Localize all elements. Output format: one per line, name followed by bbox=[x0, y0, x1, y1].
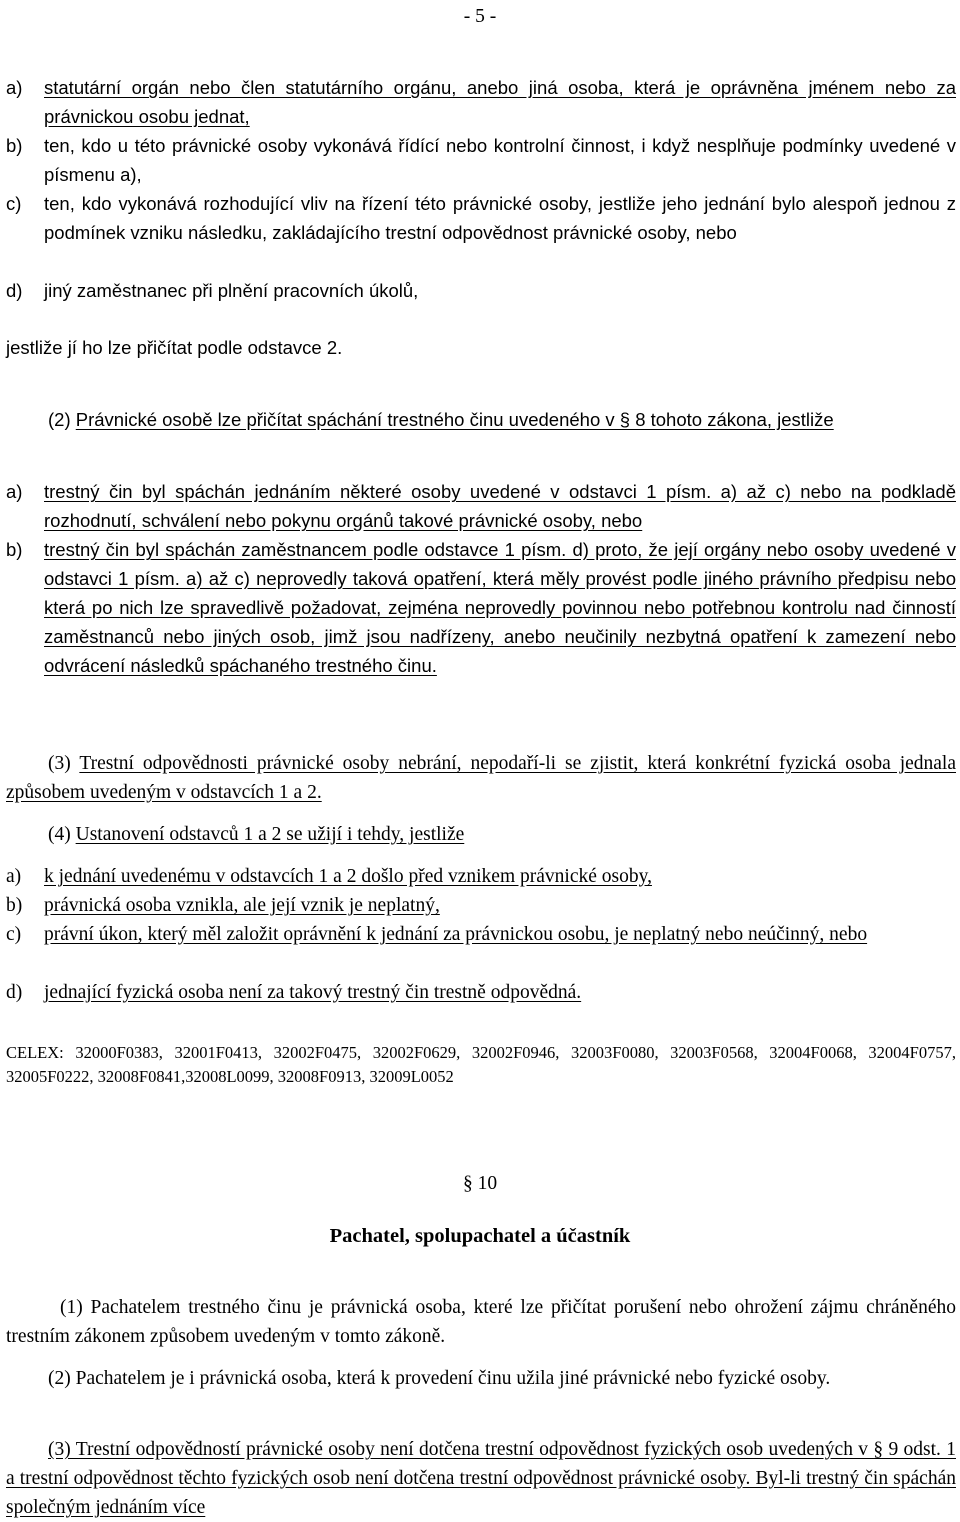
list-item-label: d) bbox=[6, 982, 23, 1003]
list-item-text: ten, kdo u této právnické osoby vykonává řídící nebo kontrolní činnost, i když nesplňuje podmínky uvedené v písmenu a), bbox=[44, 135, 956, 185]
list-item-text: statutární orgán nebo člen statutárního orgánu, anebo jiná osoba, která je oprávněna jménem nebo za právnickou osobu jednat, bbox=[44, 77, 956, 127]
paragraph-prefix: (4) bbox=[48, 824, 76, 845]
paragraph-2 bbox=[6, 405, 956, 434]
paragraph-10-3: (3) Trestní odpovědností právnické osoby není dotčena trestní odpovědnost fyzických osob uvedených v § 9 odst. 1 a trestní odpovědnost těchto fyzických osob není dotčena trestní odpovědnost právnické osoby. Byl-li trestný čin spáchán společným jednáním více bbox=[6, 1439, 956, 1518]
list-item bbox=[6, 535, 956, 680]
list-item bbox=[6, 276, 956, 305]
paragraph-text: Trestní odpovědnosti právnické osoby nebrání, nepodaří-li se zjistit, která konkrétní fyzická osoba jednala způsobem uvedeným v odstavcích 1 a 2. bbox=[6, 753, 956, 803]
section-title: Pachatel, spolupachatel a účastník bbox=[329, 1225, 631, 1247]
paragraph-4 bbox=[6, 820, 956, 849]
list-item-label: c) bbox=[6, 924, 22, 945]
paragraph-text: Právnické osobě lze přičítat spáchání trestného činu uvedeného v § 8 tohoto zákona, jestliže bbox=[75, 409, 834, 430]
list-item-label: b) bbox=[6, 895, 23, 916]
list-item-label: a) bbox=[6, 866, 22, 887]
paragraph-text: Ustanovení odstavců 1 a 2 se užijí i tehdy, jestliže bbox=[75, 824, 465, 845]
paragraph-10-1: (1) Pachatelem trestného činu je právnická osoba, které lze přičítat porušení nebo ohrožení zájmu chráněného trestním zákonem způsobem uvedeným v tomto zákoně. bbox=[6, 1297, 956, 1347]
list-item-text: trestný čin byl spáchán zaměstnancem podle odstavce 1 písm. d) proto, že její orgány nebo osoby uvedené v odstavci 1 písm. a) až c) neprovedly taková opatření, která měly provést podle jiného právního předpisu nebo která po nich lze spravedlivě požadovat, zejména neprovedly povinnou nebo potřebnou kontrolu nad činností zaměstnanců nebo jiných osob, jimž jsou nadřízeny, anebo neučinily nezbytná opatření k zamezení nebo odvrácení následků spáchaného trestného činu. bbox=[44, 539, 956, 676]
list-item-text: jiný zaměstnanec při plnění pracovních úkolů, bbox=[44, 280, 419, 301]
list-item bbox=[6, 978, 956, 1007]
paragraph-prefix: (3) bbox=[48, 753, 80, 774]
paragraph-3 bbox=[6, 749, 956, 807]
list-item bbox=[6, 920, 956, 949]
list-item bbox=[6, 891, 956, 920]
list-item-label: c) bbox=[6, 193, 22, 214]
paragraph-prefix: (2) bbox=[48, 409, 76, 430]
celex-reference: CELEX: 32000F0383, 32001F0413, 32002F0475, 32002F0629, 32002F0946, 32003F0080, 32003F0568, 32004F0068, 32004F0757, 32005F0222, 32008F0841,32008L0099, 32008F0913, 32009L0052 bbox=[6, 1043, 956, 1086]
page-number: - 5 - bbox=[463, 6, 497, 27]
list-item-text: ten, kdo vykonává rozhodující vliv na řízení této právnické osoby, jestliže jeho jednání bylo alespoň jednou z podmínek vzniku následku, zakládajícího trestní odpovědnost právnické osoby, nebo bbox=[44, 193, 956, 243]
list-item-label: b) bbox=[6, 135, 23, 156]
list-item-text: právnická osoba vznikla, ale její vznik je neplatný, bbox=[44, 895, 440, 916]
list-item bbox=[6, 862, 956, 891]
list-item bbox=[6, 73, 956, 131]
list-item-text: právní úkon, který měl založit oprávnění k jednání za právnickou osobu, je neplatný nebo neúčinný, nebo bbox=[44, 924, 868, 945]
list-item bbox=[6, 189, 956, 247]
list-item-label: b) bbox=[6, 539, 23, 560]
list-item bbox=[6, 477, 956, 535]
list-item-label: a) bbox=[6, 481, 23, 502]
list-item-text: trestný čin byl spáchán jednáním některé osoby uvedené v odstavci 1 písm. a) až c) nebo na podkladě rozhodnutí, schválení nebo pokynu orgánů takové právnické osoby, nebo bbox=[44, 481, 956, 531]
paragraph: jestliže jí ho lze přičítat podle odstavce 2. bbox=[6, 337, 343, 358]
list-item bbox=[6, 131, 956, 189]
section-number: § 10 bbox=[462, 1173, 498, 1194]
list-item-text: jednající fyzická osoba není za takový trestný čin trestně odpovědná. bbox=[44, 982, 582, 1003]
list-item-text: k jednání uvedenému v odstavcích 1 a 2 došlo před vznikem právnické osoby, bbox=[44, 866, 652, 887]
paragraph-10-2: (2) Pachatelem je i právnická osoba, která k provedení činu užila jiné právnické nebo fyzické osoby. bbox=[48, 1368, 831, 1389]
list-item-label: a) bbox=[6, 77, 23, 98]
list-item-label: d) bbox=[6, 280, 23, 301]
